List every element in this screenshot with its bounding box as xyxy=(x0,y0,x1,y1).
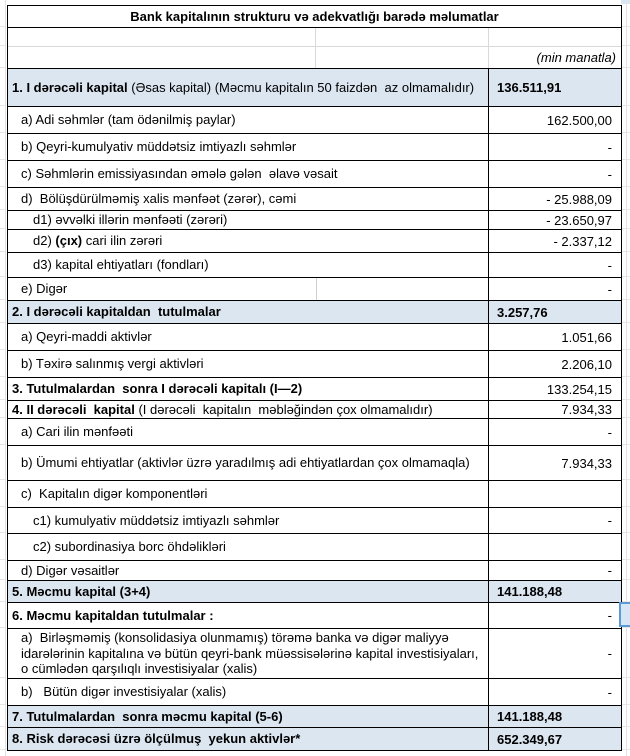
label-part: a) Cari ilin mənfəəti xyxy=(21,424,133,440)
row-label xyxy=(21,630,485,677)
gridline xyxy=(0,480,5,507)
row-label xyxy=(12,731,300,747)
gridline xyxy=(0,252,5,277)
label-part: d) Bölüşdürülməmiş xalis mənfəət (zərər), cəmi xyxy=(21,191,297,207)
cell[interactable] xyxy=(489,28,621,46)
table-row[interactable] xyxy=(8,629,621,679)
label-part: c2) subordinasiya borc öhdəlikləri xyxy=(33,539,226,555)
label-part-bold: 3. Tutulmalardan sonra I dərəcəli kapitalı (I—2) xyxy=(12,381,303,397)
table-row[interactable] xyxy=(8,508,621,534)
gridline xyxy=(0,507,5,533)
cell[interactable] xyxy=(316,28,489,46)
label-part: e) Digər xyxy=(21,281,68,297)
table-row[interactable] xyxy=(8,301,621,324)
gridline xyxy=(621,210,630,229)
table-row[interactable] xyxy=(8,69,621,107)
table-row[interactable] xyxy=(8,134,621,161)
table-row[interactable] xyxy=(8,230,621,253)
table-row[interactable] xyxy=(8,211,621,230)
row-label xyxy=(21,139,296,155)
row-label xyxy=(21,166,338,182)
table-row[interactable] xyxy=(8,446,621,481)
label-part-bold: 6. Məcmu kapitaldan tutulmalar : xyxy=(12,607,214,623)
row-label xyxy=(21,112,236,128)
row-value-cell[interactable]: 652.349,67 xyxy=(497,731,563,747)
gridline xyxy=(0,210,5,229)
row-label-cell[interactable] xyxy=(8,211,489,229)
row-label-cell[interactable] xyxy=(8,481,489,507)
row-label-cell[interactable] xyxy=(8,107,489,133)
row-label-cell[interactable] xyxy=(8,378,489,400)
table-row[interactable] xyxy=(8,351,621,378)
row-value-cell[interactable]: - xyxy=(607,608,612,623)
row-label xyxy=(21,191,296,207)
gridline xyxy=(0,160,5,187)
table-row[interactable] xyxy=(8,378,621,401)
gridline xyxy=(621,377,630,400)
table-row[interactable] xyxy=(8,534,621,561)
selected-cell-cursor[interactable] xyxy=(619,602,630,627)
table-row[interactable] xyxy=(8,419,621,446)
label-part: d) Digər vəsaitlər xyxy=(21,562,120,578)
gutter-gridline xyxy=(5,0,6,756)
gridline xyxy=(0,418,5,445)
gridline xyxy=(0,46,5,68)
top-right-cell-fill xyxy=(621,0,630,4)
label-part: c) Səhmlərin emissiyasından əmələ gələn əlavə vəsait xyxy=(21,166,338,182)
row-value-cell[interactable]: 133.254,15 xyxy=(546,381,612,397)
gridline xyxy=(621,480,630,507)
gridline xyxy=(621,628,630,678)
gridline xyxy=(0,580,5,602)
label-part-bold: 7. Tutulmalardan sonra məcmu kapital (5-6) xyxy=(12,708,283,724)
row-value-cell[interactable]: - 23.650,97 xyxy=(546,212,612,228)
row-label-cell[interactable] xyxy=(8,446,489,480)
table-row[interactable] xyxy=(8,728,621,751)
gridline xyxy=(0,323,5,350)
row-value-cell[interactable]: - xyxy=(607,281,612,297)
row-label-cell[interactable] xyxy=(8,230,489,252)
gridline xyxy=(0,445,5,480)
gridline xyxy=(0,27,5,46)
row-value-cell[interactable]: 7.934,33 xyxy=(561,402,612,417)
gridline xyxy=(0,560,5,580)
row-label-cell[interactable] xyxy=(8,629,489,678)
right-margin xyxy=(621,5,630,750)
row-value-cell[interactable]: - xyxy=(607,139,612,155)
table-row[interactable] xyxy=(8,253,621,278)
row-label-cell[interactable] xyxy=(8,161,489,187)
gridline xyxy=(0,106,5,133)
gridline xyxy=(0,187,5,210)
table-row[interactable] xyxy=(8,107,621,134)
gridline xyxy=(0,533,5,560)
gridline xyxy=(621,5,630,27)
cell[interactable] xyxy=(489,47,621,68)
gridline xyxy=(621,445,630,480)
table-row[interactable] xyxy=(8,481,621,508)
label-part: b) Təxirə salınmış vergi aktivləri xyxy=(21,356,204,372)
row-label xyxy=(33,212,227,228)
label-part: (I dərəcəli kapitalın məbləğindən çox olmamalıdır) xyxy=(138,401,433,417)
row-label-cell[interactable] xyxy=(8,351,489,377)
row-value-cell[interactable]: 141.188,48 xyxy=(497,709,563,724)
table-row[interactable] xyxy=(8,161,621,188)
gridline xyxy=(0,705,5,727)
row-label xyxy=(12,608,214,624)
row-label-cell[interactable] xyxy=(8,561,489,580)
row-label xyxy=(33,513,279,529)
gridline xyxy=(621,133,630,160)
row-value-cell[interactable]: 141.188,48 xyxy=(497,584,563,599)
label-part: b) Bütün digər investisiyalar (xalis) xyxy=(21,684,227,700)
label-part: (Əsas kapital) (Məcmu kapitalın 50 faizdən az olmamalıdır) xyxy=(131,79,475,95)
table-row[interactable] xyxy=(8,581,621,603)
row-label-cell[interactable] xyxy=(8,508,489,533)
label-part-bold: 2. I dərəcəli kapitaldan tutulmalar xyxy=(12,304,221,320)
left-gutter xyxy=(0,5,5,750)
row-label xyxy=(21,684,226,700)
table-row[interactable] xyxy=(8,188,621,211)
table-row[interactable] xyxy=(8,706,621,728)
row-label-cell[interactable] xyxy=(8,324,489,350)
row-value-cell[interactable]: 1.051,66 xyxy=(561,329,612,345)
row-label-cell[interactable] xyxy=(8,534,489,560)
gridline xyxy=(621,705,630,727)
table-row[interactable] xyxy=(8,324,621,351)
gridline xyxy=(621,27,630,46)
gridline xyxy=(621,678,630,705)
row-value-cell[interactable]: - xyxy=(607,513,612,528)
row-label-cell[interactable] xyxy=(8,253,489,277)
gridline xyxy=(621,350,630,377)
gridline xyxy=(0,678,5,705)
row-value-cell[interactable] xyxy=(489,481,621,507)
gridline xyxy=(621,277,630,300)
row-value-cell[interactable]: - xyxy=(607,166,612,182)
gridline xyxy=(621,46,630,68)
row-label xyxy=(21,486,207,502)
table-title: Bank kapitalının strukturu və adekvatlığı barədə məlumatlar xyxy=(130,9,499,24)
capital-structure-table xyxy=(7,5,622,751)
gridline xyxy=(621,323,630,350)
row-label xyxy=(33,539,226,555)
gridline xyxy=(621,400,630,418)
row-label-cell[interactable] xyxy=(8,679,489,705)
gridline xyxy=(621,160,630,187)
row-label xyxy=(33,233,162,249)
row-value-cell[interactable]: - xyxy=(607,257,612,273)
gridline xyxy=(621,106,630,133)
row-value-cell[interactable]: - xyxy=(607,684,612,700)
cell[interactable] xyxy=(8,28,316,46)
table-row[interactable] xyxy=(8,401,621,419)
row-label xyxy=(12,381,302,397)
row-label xyxy=(21,455,470,471)
label-part: b) Qeyri-kumulyativ müddətsiz imtiyazlı səhmlər xyxy=(21,139,297,155)
row-value-cell[interactable]: 3.257,76 xyxy=(497,304,548,320)
row-label-cell[interactable] xyxy=(8,278,489,300)
gridline xyxy=(0,5,5,27)
table-row[interactable] xyxy=(8,278,621,301)
row-value-cell[interactable]: - 2.337,12 xyxy=(553,233,612,249)
label-part: d1) əvvəlki illərin mənfəəti (zərəri) xyxy=(33,212,228,228)
cell-divider-gridline xyxy=(316,278,317,300)
table-title-row[interactable] xyxy=(8,6,621,28)
gridline xyxy=(621,300,630,323)
label-part-bold: 1. I dərəcəli kapital xyxy=(12,79,132,95)
row-label xyxy=(12,402,433,418)
row-label-cell[interactable] xyxy=(8,581,489,602)
row-label-cell[interactable] xyxy=(8,706,489,727)
gridline xyxy=(0,628,5,678)
cell[interactable] xyxy=(8,47,316,68)
row-label-cell[interactable] xyxy=(8,728,489,750)
gridline xyxy=(0,350,5,377)
unit-note: (min manatla) xyxy=(536,50,616,65)
label-part: cari ilin zərəri xyxy=(82,233,163,249)
row-label xyxy=(21,424,133,440)
gridline xyxy=(621,229,630,252)
row-value-cell[interactable]: - xyxy=(607,424,612,440)
row-label xyxy=(21,329,152,345)
gridline xyxy=(621,533,630,560)
row-value-cell[interactable]: 2.206,10 xyxy=(561,356,612,372)
row-label-cell[interactable] xyxy=(8,603,489,628)
row-label-cell[interactable] xyxy=(8,401,489,418)
row-label xyxy=(33,257,209,273)
label-part: c1) kumulyativ müddətsiz imtiyazlı səhmlər xyxy=(33,512,280,528)
table-row[interactable] xyxy=(8,603,621,629)
gridline xyxy=(0,727,5,750)
table-row[interactable] xyxy=(8,561,621,581)
label-part-bold: 5. Məcmu kapital (3+4) xyxy=(12,583,151,599)
label-part: c) Kapitalın digər komponentləri xyxy=(21,486,208,502)
row-value-cell[interactable]: - xyxy=(607,563,612,578)
label-part: a) Birləşməmiş (konsolidasiya olunmamış) törəmə banka və digər maliyyə idarələrinin kapitalına və bütün qeyri-bank müəssisələrinə kapital investisiyaları, o cümlədən qarşılıqlı investisiyalar (xalis) xyxy=(21,630,483,677)
row-value-cell[interactable]: 162.500,00 xyxy=(546,112,612,128)
row-value-cell[interactable] xyxy=(489,534,621,560)
label-part: d2) xyxy=(33,233,56,249)
gridline xyxy=(621,507,630,533)
row-label xyxy=(21,356,204,372)
row-value-cell[interactable]: 136.511,91 xyxy=(497,80,562,95)
gridline xyxy=(621,560,630,580)
table-row[interactable] xyxy=(8,679,621,706)
row-label xyxy=(12,584,150,600)
gridline xyxy=(0,400,5,418)
unit-note-row[interactable] xyxy=(8,47,621,69)
gridline xyxy=(0,133,5,160)
row-value-cell[interactable]: - 25.988,09 xyxy=(546,191,612,207)
label-part: a) Adi səhmlər (tam ödənilmiş paylar) xyxy=(21,112,236,128)
gridline xyxy=(621,418,630,445)
gridline xyxy=(621,580,630,602)
gridline xyxy=(0,68,5,106)
gridline xyxy=(0,300,5,323)
label-part: d3) kapital ehtiyatları (fondları) xyxy=(33,257,209,273)
label-part: a) Qeyri-maddi aktivlər xyxy=(21,329,152,345)
label-part-bold: 8. Risk dərəcəsi üzrə ölçülmuş yekun aktivlər* xyxy=(12,731,301,747)
gridline xyxy=(0,229,5,252)
row-label-cell[interactable] xyxy=(8,134,489,160)
gridline xyxy=(621,727,630,750)
row-label-cell[interactable] xyxy=(8,301,489,323)
row-label-cell[interactable] xyxy=(8,419,489,445)
row-label xyxy=(21,281,67,297)
label-part: b) Ümumi ehtiyatlar (aktivlər üzrə yaradılmış adi ehtiyatlardan çox olmamaqla) xyxy=(21,455,470,471)
gridline xyxy=(0,377,5,400)
gridline xyxy=(621,252,630,277)
label-part-bold: (çıx) xyxy=(55,233,83,249)
label-part-bold: 4. II dərəcəli kapital xyxy=(12,401,139,417)
gridline xyxy=(621,68,630,106)
row-label-cell[interactable] xyxy=(8,188,489,210)
gridline xyxy=(0,602,5,628)
row-label-cell[interactable] xyxy=(8,69,489,106)
blank-row[interactable] xyxy=(8,28,621,47)
cell[interactable] xyxy=(316,47,489,68)
row-value-cell[interactable]: 7.934,33 xyxy=(561,455,612,471)
row-label xyxy=(12,709,283,725)
row-label xyxy=(12,304,221,320)
row-label xyxy=(21,563,119,579)
row-value-cell[interactable]: - xyxy=(607,646,612,661)
gridline xyxy=(621,187,630,210)
gridline xyxy=(0,277,5,300)
row-label xyxy=(12,80,474,96)
